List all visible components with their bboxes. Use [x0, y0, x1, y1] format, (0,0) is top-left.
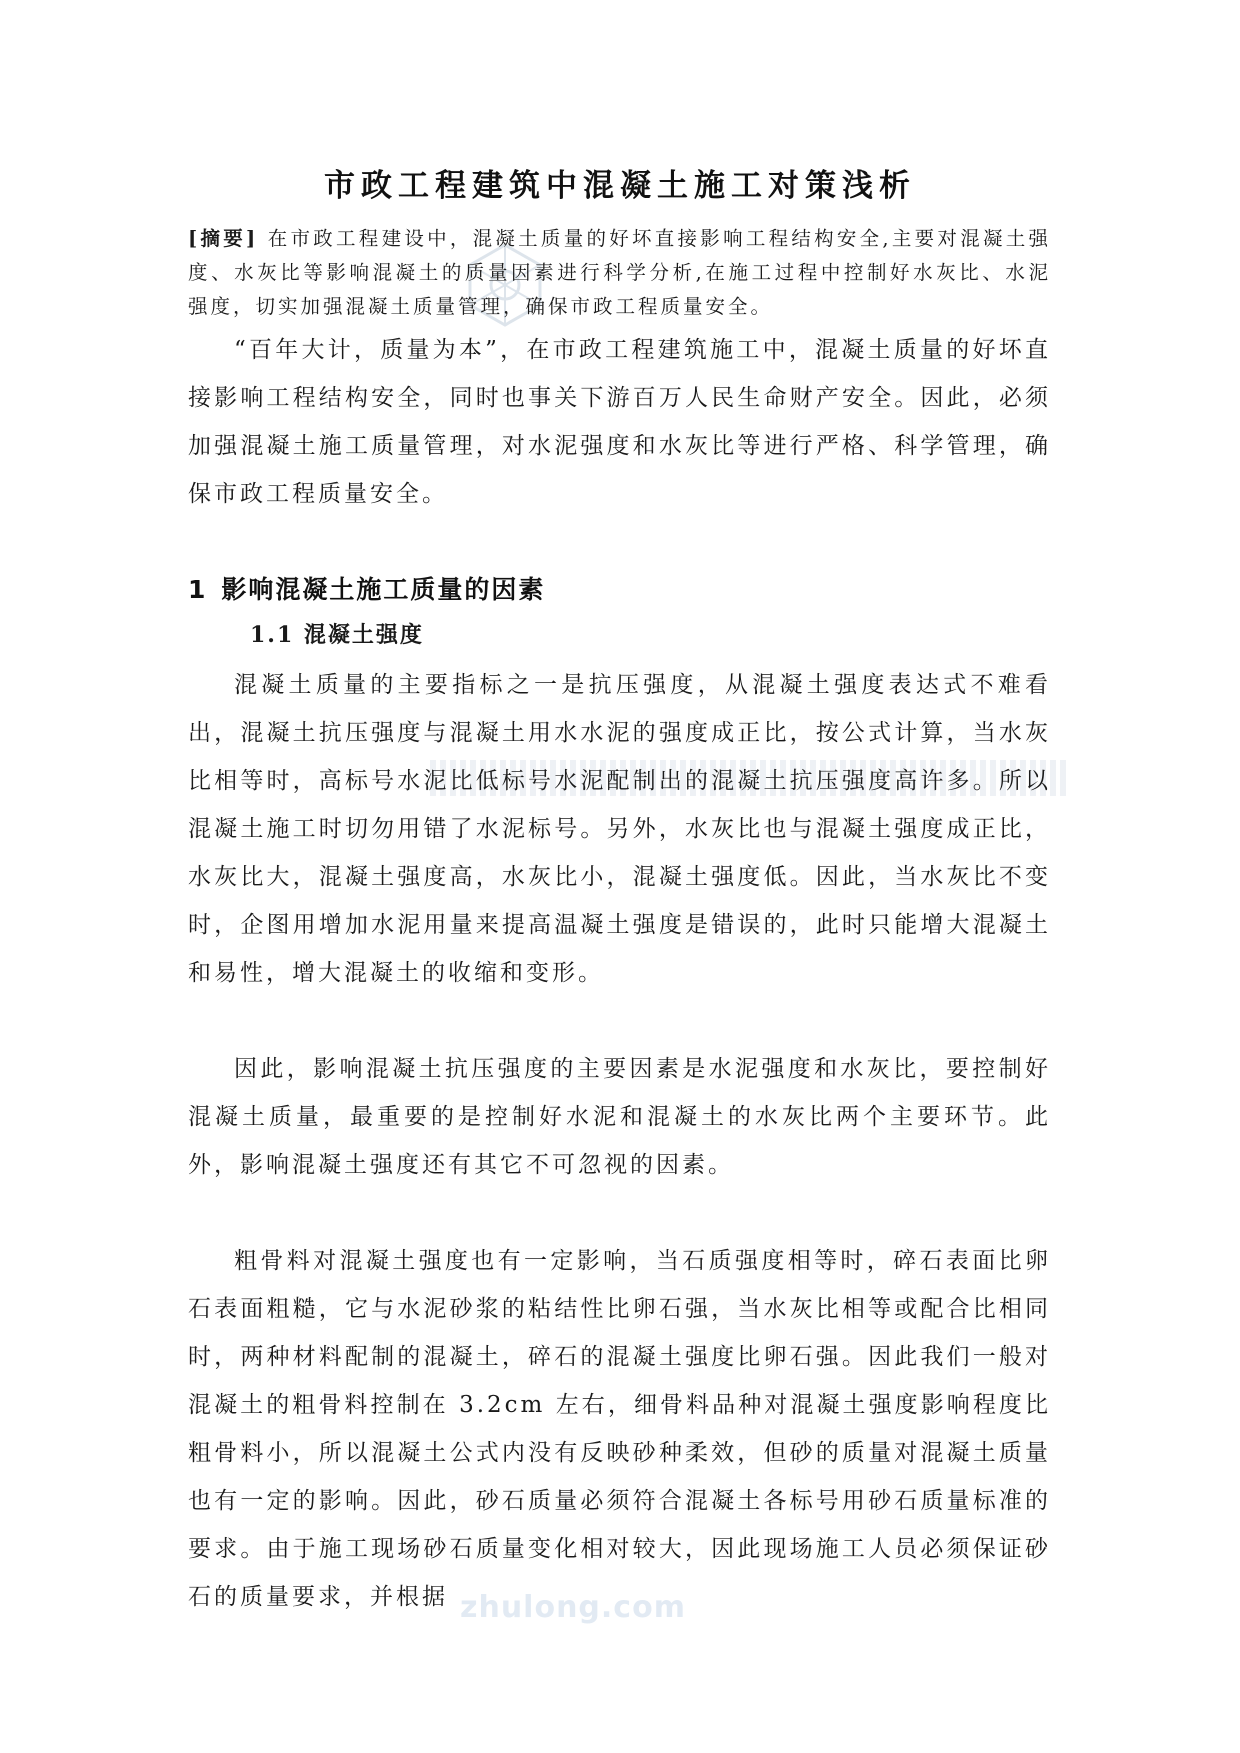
- intro-paragraph: “百年大计，质量为本”，在市政工程建筑施工中，混凝土质量的好坏直接影响工程结构安全，同时也事关下游百万人民生命财产安全。因此，必须加强混凝土施工质量管理，对水泥强度和水灰比等进行严格、科学管理，确保市政工程质量安全。: [188, 337, 1051, 507]
- section-title: 影响混凝土施工质量的因素: [221, 575, 546, 604]
- abstract-label: [摘要]: [188, 227, 259, 250]
- body-paragraph-1: 混凝土质量的主要指标之一是抗压强度，从混凝土强度表达式不难看出，混凝土抗压强度与混凝土用水水泥的强度成正比，按公式计算，当水灰比相等时，高标号水泥比低标号水泥配制出的混凝土抗压强度高许多。所以混凝土施工时切勿用错了水泥标号。另外，水灰比也与混凝土强度成正比，水灰比大，混凝土强度高，水灰比小，混凝土强度低。因此，当水灰比不变时，企图用增加水泥用量来提高温凝土强度是错误的，此时只能增大混凝土和易性，增大混凝土的收缩和变形。: [188, 672, 1051, 986]
- document-title: 市政工程建筑中混凝土施工对策浅析: [324, 168, 916, 204]
- section-heading: [188, 570, 545, 606]
- watermark-text: zhulong.com: [460, 1590, 686, 1625]
- body-paragraph-3: 粗骨料对混凝土强度也有一定影响，当石质强度相等时，碎石表面比卵石表面粗糙，它与水泥砂浆的粘结性比卵石强，当水灰比相等或配合比相同时，两种材料配制的混凝土，碎石的混凝土强度比卵石强。因此我们一般对混凝土的粗骨料控制在 3.2cm 左右，细骨料品种对混凝土强度影响程度比粗骨料小，所以混凝土公式内没有反映砂种柔效，但砂的质量对混凝土质量也有一定的影响。因此，砂石质量必须符合混凝土各标号用砂石质量标准的要求。由于施工现场砂石质量变化相对较大，因此现场施工人员必须保证砂石的质量要求，并根据: [188, 1248, 1051, 1610]
- abstract: [188, 222, 1051, 324]
- subsection-heading: 1.1 混凝土强度: [250, 622, 424, 648]
- abstract-text: 在市政工程建设中，混凝土质量的好坏直接影响工程结构安全,主要对混凝土强度、水灰比等影响混凝土的质量因素进行科学分析,在施工过程中控制好水灰比、水泥强度，切实加强混凝土质量管理，确保市政工程质量安全。: [188, 227, 1052, 318]
- body-paragraph-2: 因此，影响混凝土抗压强度的主要因素是水泥强度和水灰比，要控制好混凝土质量，最重要的是控制好水泥和混凝土的水灰比两个主要环节。此外，影响混凝土强度还有其它不可忽视的因素。: [188, 1056, 1051, 1178]
- section-number: 1: [188, 575, 208, 604]
